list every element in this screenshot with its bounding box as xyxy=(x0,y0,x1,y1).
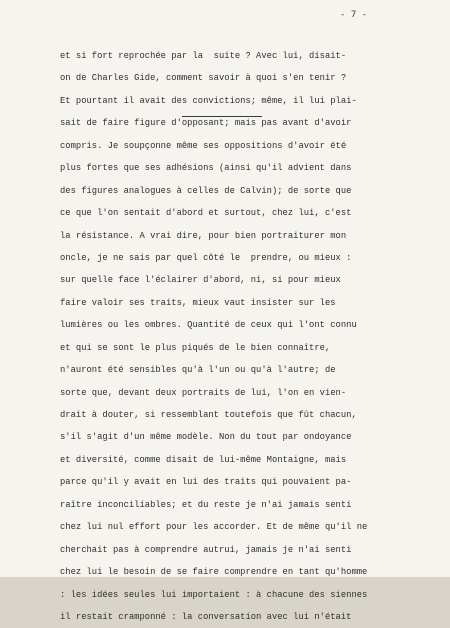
text-line: raître inconciliables; et du reste je n'ai jamais senti xyxy=(60,499,352,510)
text-line: on de Charles Gide, comment savoir à quoi s'en tenir ? xyxy=(60,73,347,84)
text-line: faire valoir ses traits, mieux vaut insister sur les xyxy=(60,297,336,308)
text-line: il restait cramponné : la conversation avec lui n'était xyxy=(60,611,352,622)
text-line: et qui se sont le plus piqués de le bien connaître, xyxy=(60,342,331,353)
text-line: cherchait pas à comprendre autrui, jamais je n'ai senti xyxy=(60,544,352,555)
text-line: sait de faire figure d'opposant; mais pas avant d'avoir xyxy=(60,118,352,129)
text-line: lumières ou les ombres. Quantité de ceux qui l'ont connu xyxy=(60,320,357,331)
underline-mark xyxy=(182,116,262,117)
text-line: et si fort reprochée par la suite ? Avec lui, disait- xyxy=(60,51,347,61)
body-text xyxy=(60,45,395,628)
text-line: compris. Je soupçonne même ses oppositions d'avoir été xyxy=(60,140,347,151)
text-line: sorte que, devant deux portraits de lui, l'on en vien- xyxy=(60,387,347,398)
text-line: et diversité, comme disait de lui-même Montaigne, mais xyxy=(60,454,347,465)
text-line: chez lui nul effort pour les accorder. Et de même qu'il ne xyxy=(60,522,368,533)
text-line: sur quelle face l'éclairer d'abord, ni, si pour mieux xyxy=(60,275,341,286)
text-line: : les idées seules lui importaient : à chacune des siennes xyxy=(60,589,368,600)
text-line: chez lui le besoin de se faire comprendre en tant qu'homme xyxy=(60,567,368,578)
text-line: la résistance. A vrai dire, pour bien portraiturer mon xyxy=(60,230,347,241)
text-line: des figures analogues à celles de Calvin); de sorte que xyxy=(60,185,352,196)
page-number: - 7 - xyxy=(340,10,368,20)
text-line: oncle, je ne sais par quel côté le prendre, ou mieux : xyxy=(60,252,352,263)
text-line: parce qu'il y avait en lui des traits qui pouvaient pa- xyxy=(60,477,352,488)
text-line: plus fortes que ses adhésions (ainsi qu'il advient dans xyxy=(60,163,352,174)
text-line: s'il s'agit d'un même modèle. Non du tout par ondoyance xyxy=(60,432,352,443)
text-line: Et pourtant il avait des convictions; même, il lui plai- xyxy=(60,95,357,106)
text-line: drait à douter, si ressemblant toutefois que fût chacun, xyxy=(60,410,357,420)
text-line: ce que l'on sentait d'abord et surtout, chez lui, c'est xyxy=(60,208,352,219)
text-line: n'auront été sensibles qu'à l'un ou qu'à l'autre; de xyxy=(60,365,336,376)
